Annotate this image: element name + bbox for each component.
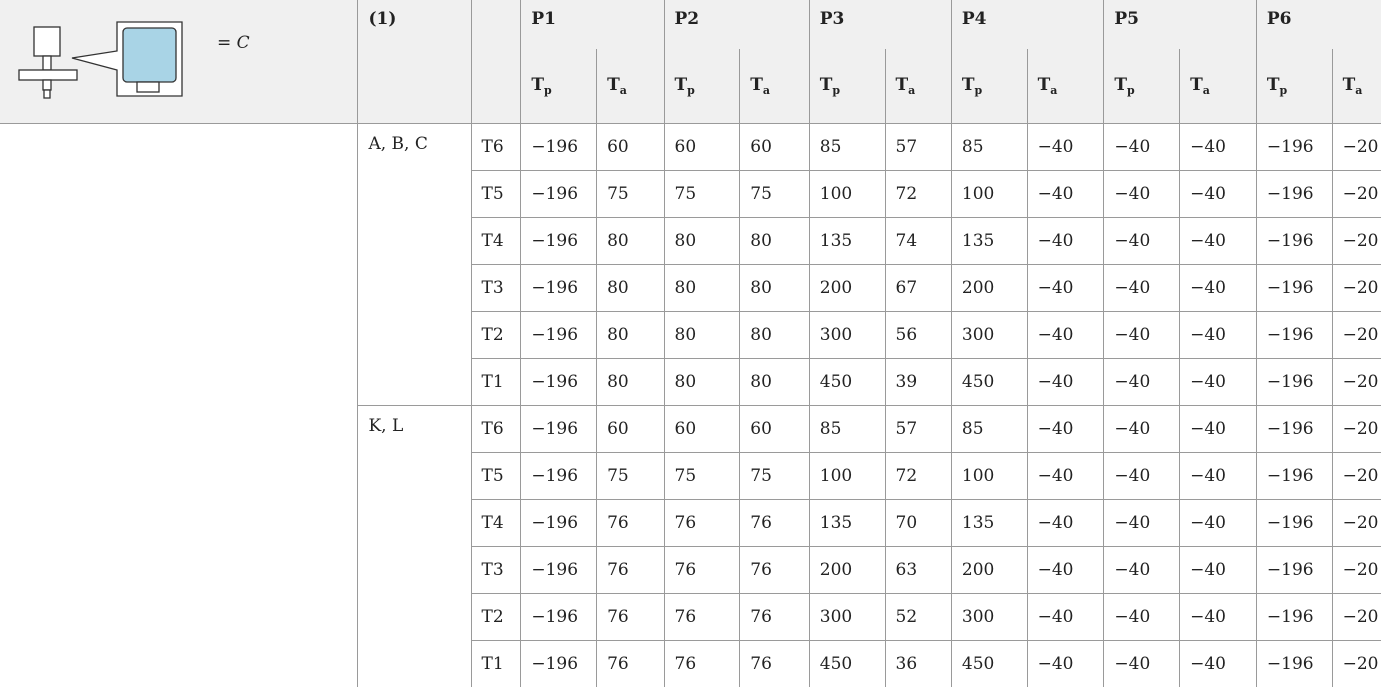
tp-value-cell: −40 xyxy=(1104,406,1180,453)
ta-value-cell: −40 xyxy=(1027,406,1104,453)
tp-value-cell: 200 xyxy=(809,265,885,312)
ta-value-cell: 75 xyxy=(740,171,810,218)
ta-value-cell: 80 xyxy=(740,218,810,265)
temp-class-cell: T4 xyxy=(471,218,521,265)
tp-value-cell: −196 xyxy=(521,312,597,359)
tp-value-cell: 76 xyxy=(664,500,740,547)
temp-class-cell: T1 xyxy=(471,359,521,406)
temp-class-cell: T6 xyxy=(471,406,521,453)
ta-value-cell: 52 xyxy=(885,594,951,641)
temp-class-cell: T2 xyxy=(471,594,521,641)
ta-value-cell: 75 xyxy=(740,453,810,500)
ta-value-cell: 75 xyxy=(597,171,664,218)
ta-value-cell: −20 xyxy=(1332,265,1381,312)
ta-header xyxy=(597,49,664,124)
tp-header xyxy=(1104,49,1180,124)
tp-value-cell: 80 xyxy=(664,359,740,406)
tp-value-cell: −196 xyxy=(521,594,597,641)
temp-symbol: T xyxy=(675,75,688,95)
temp-symbol: T xyxy=(1038,75,1051,95)
tp-value-cell: 450 xyxy=(809,359,885,406)
ta-value-cell: −40 xyxy=(1180,547,1257,594)
tp-value-cell: 300 xyxy=(951,312,1027,359)
tp-value-cell: 85 xyxy=(809,124,885,171)
temp-subscript: a xyxy=(1050,84,1057,97)
ta-value-cell: −40 xyxy=(1180,500,1257,547)
tp-value-cell: −40 xyxy=(1104,453,1180,500)
col1-header: (1) xyxy=(358,0,471,124)
ta-value-cell: −40 xyxy=(1027,453,1104,500)
temp-subscript: p xyxy=(1127,84,1135,97)
tp-value-cell: −196 xyxy=(1256,265,1332,312)
table-row xyxy=(0,124,1381,171)
tp-value-cell: −196 xyxy=(1256,359,1332,406)
ta-value-cell: 76 xyxy=(740,594,810,641)
temp-subscript: a xyxy=(908,84,915,97)
ta-value-cell: 60 xyxy=(740,406,810,453)
tp-value-cell: −196 xyxy=(1256,500,1332,547)
ta-value-cell: −40 xyxy=(1027,500,1104,547)
ta-value-cell: 80 xyxy=(740,265,810,312)
ta-value-cell: 72 xyxy=(885,453,951,500)
table-body xyxy=(0,124,1381,687)
ta-value-cell: −40 xyxy=(1027,171,1104,218)
ta-value-cell: 76 xyxy=(740,500,810,547)
temp-subscript: p xyxy=(832,84,840,97)
temp-subscript: p xyxy=(544,84,552,97)
tp-value-cell: −40 xyxy=(1104,359,1180,406)
ta-value-cell: −40 xyxy=(1027,641,1104,687)
temp-class-cell: T4 xyxy=(471,500,521,547)
temp-class-cell: T3 xyxy=(471,547,521,594)
tclass-header xyxy=(471,0,521,124)
tp-value-cell: 100 xyxy=(809,453,885,500)
tp-value-cell: 100 xyxy=(809,171,885,218)
tp-value-cell: 135 xyxy=(809,218,885,265)
tp-value-cell: −40 xyxy=(1104,312,1180,359)
ta-value-cell: 57 xyxy=(885,124,951,171)
group-header: P6 xyxy=(1256,0,1381,49)
tp-value-cell: −40 xyxy=(1104,265,1180,312)
ta-value-cell: −40 xyxy=(1027,547,1104,594)
tp-value-cell: −196 xyxy=(521,406,597,453)
ta-value-cell: −40 xyxy=(1027,594,1104,641)
tp-value-cell: 135 xyxy=(809,500,885,547)
ta-value-cell: −40 xyxy=(1180,265,1257,312)
ta-value-cell: −20 xyxy=(1332,312,1381,359)
temp-subscript: p xyxy=(1280,84,1288,97)
tp-value-cell: 300 xyxy=(951,594,1027,641)
ta-header xyxy=(1332,49,1381,124)
tp-value-cell: −196 xyxy=(521,359,597,406)
ta-value-cell: 60 xyxy=(597,406,664,453)
ta-value-cell: 80 xyxy=(597,218,664,265)
tp-value-cell: 76 xyxy=(664,547,740,594)
ta-value-cell: 60 xyxy=(597,124,664,171)
tp-value-cell: 200 xyxy=(809,547,885,594)
ta-value-cell: 76 xyxy=(597,641,664,687)
temp-symbol: T xyxy=(1114,75,1127,95)
tp-value-cell: 450 xyxy=(951,359,1027,406)
ta-value-cell: −20 xyxy=(1332,406,1381,453)
ta-value-cell: −40 xyxy=(1180,218,1257,265)
symbol-equation: = C xyxy=(217,33,250,53)
ta-value-cell: 57 xyxy=(885,406,951,453)
temp-class-cell: T3 xyxy=(471,265,521,312)
ta-value-cell: 76 xyxy=(597,500,664,547)
temp-subscript: a xyxy=(620,84,627,97)
ta-header xyxy=(885,49,951,124)
table-header xyxy=(0,0,1381,124)
temp-symbol: T xyxy=(962,75,975,95)
temp-subscript: a xyxy=(1355,84,1362,97)
tp-value-cell: −40 xyxy=(1104,500,1180,547)
tp-value-cell: −196 xyxy=(1256,406,1332,453)
temp-class-cell: T2 xyxy=(471,312,521,359)
ta-value-cell: −40 xyxy=(1027,359,1104,406)
ta-value-cell: 36 xyxy=(885,641,951,687)
blank-cell xyxy=(0,124,358,687)
tp-value-cell: 85 xyxy=(951,406,1027,453)
tp-value-cell: −40 xyxy=(1104,641,1180,687)
tp-value-cell: 85 xyxy=(951,124,1027,171)
tp-value-cell: 450 xyxy=(951,641,1027,687)
tp-value-cell: −196 xyxy=(521,453,597,500)
ta-value-cell: 76 xyxy=(740,547,810,594)
temp-class-cell: T1 xyxy=(471,641,521,687)
group-cell: K, L xyxy=(358,406,471,687)
ta-value-cell: 67 xyxy=(885,265,951,312)
ta-value-cell: −40 xyxy=(1027,218,1104,265)
temp-symbol: T xyxy=(896,75,909,95)
ta-value-cell: −20 xyxy=(1332,500,1381,547)
temp-subscript: p xyxy=(687,84,695,97)
ta-value-cell: −20 xyxy=(1332,453,1381,500)
tp-value-cell: −40 xyxy=(1104,218,1180,265)
tp-value-cell: 135 xyxy=(951,218,1027,265)
temp-subscript: p xyxy=(975,84,983,97)
temp-class-cell: T5 xyxy=(471,171,521,218)
tp-value-cell: 80 xyxy=(664,218,740,265)
temp-class-cell: T5 xyxy=(471,453,521,500)
ta-value-cell: 80 xyxy=(597,359,664,406)
ta-value-cell: −40 xyxy=(1180,312,1257,359)
ta-value-cell: −40 xyxy=(1027,312,1104,359)
tp-value-cell: −196 xyxy=(1256,594,1332,641)
tp-value-cell: 300 xyxy=(809,312,885,359)
tp-value-cell: −196 xyxy=(521,124,597,171)
tp-value-cell: 100 xyxy=(951,453,1027,500)
ta-value-cell: 70 xyxy=(885,500,951,547)
ta-value-cell: −40 xyxy=(1180,453,1257,500)
tp-value-cell: 200 xyxy=(951,547,1027,594)
tp-header xyxy=(1256,49,1332,124)
ta-value-cell: −20 xyxy=(1332,641,1381,687)
temp-symbol: T xyxy=(820,75,833,95)
tp-value-cell: 76 xyxy=(664,594,740,641)
ta-value-cell: 80 xyxy=(740,359,810,406)
ta-value-cell: 75 xyxy=(597,453,664,500)
ta-value-cell: 80 xyxy=(597,265,664,312)
group-header: P1 xyxy=(521,0,664,49)
group-header: P3 xyxy=(809,0,951,49)
tp-value-cell: −196 xyxy=(521,547,597,594)
temp-symbol: T xyxy=(531,75,544,95)
tp-value-cell: −40 xyxy=(1104,594,1180,641)
ta-value-cell: 60 xyxy=(740,124,810,171)
device-sensor-icon xyxy=(10,18,210,128)
ta-value-cell: −40 xyxy=(1027,265,1104,312)
tp-value-cell: −40 xyxy=(1104,547,1180,594)
group-header: P4 xyxy=(951,0,1104,49)
ta-value-cell: 80 xyxy=(597,312,664,359)
temp-symbol: T xyxy=(1190,75,1203,95)
temp-symbol: T xyxy=(750,75,763,95)
ta-value-cell: −40 xyxy=(1027,124,1104,171)
device-symbol-cell xyxy=(0,0,358,124)
ta-value-cell: 72 xyxy=(885,171,951,218)
tp-value-cell: −196 xyxy=(521,171,597,218)
ta-value-cell: −40 xyxy=(1180,594,1257,641)
tp-value-cell: −196 xyxy=(1256,312,1332,359)
ta-value-cell: −20 xyxy=(1332,594,1381,641)
temp-subscript: a xyxy=(763,84,770,97)
tp-header xyxy=(521,49,597,124)
ta-value-cell: −40 xyxy=(1180,359,1257,406)
ta-value-cell: 76 xyxy=(597,547,664,594)
ta-value-cell: 76 xyxy=(597,594,664,641)
ta-header xyxy=(740,49,810,124)
tp-value-cell: 75 xyxy=(664,453,740,500)
ta-value-cell: −20 xyxy=(1332,218,1381,265)
tp-value-cell: 450 xyxy=(809,641,885,687)
tp-value-cell: 200 xyxy=(951,265,1027,312)
tp-value-cell: 75 xyxy=(664,171,740,218)
group-cell: A, B, C xyxy=(358,124,471,406)
ta-value-cell: 76 xyxy=(740,641,810,687)
tp-value-cell: 80 xyxy=(664,265,740,312)
ta-value-cell: −40 xyxy=(1180,641,1257,687)
ta-value-cell: −20 xyxy=(1332,171,1381,218)
ta-value-cell: −40 xyxy=(1180,171,1257,218)
group-header: P5 xyxy=(1104,0,1257,49)
tp-value-cell: −196 xyxy=(521,218,597,265)
ta-value-cell: −20 xyxy=(1332,124,1381,171)
ta-value-cell: −20 xyxy=(1332,547,1381,594)
tp-value-cell: −196 xyxy=(1256,453,1332,500)
tp-value-cell: −196 xyxy=(1256,124,1332,171)
ta-value-cell: 56 xyxy=(885,312,951,359)
ta-value-cell: −40 xyxy=(1180,124,1257,171)
tp-value-cell: −196 xyxy=(1256,641,1332,687)
temp-subscript: a xyxy=(1203,84,1210,97)
tp-value-cell: −40 xyxy=(1104,124,1180,171)
tp-value-cell: 60 xyxy=(664,406,740,453)
ta-value-cell: −40 xyxy=(1180,406,1257,453)
ta-value-cell: 74 xyxy=(885,218,951,265)
ta-header xyxy=(1027,49,1104,124)
tp-value-cell: −196 xyxy=(1256,218,1332,265)
tp-value-cell: 60 xyxy=(664,124,740,171)
temp-symbol: T xyxy=(1267,75,1280,95)
temp-symbol: T xyxy=(607,75,620,95)
tp-header xyxy=(664,49,740,124)
tp-value-cell: −40 xyxy=(1104,171,1180,218)
tp-value-cell: −196 xyxy=(521,265,597,312)
tp-value-cell: −196 xyxy=(521,500,597,547)
ta-value-cell: 80 xyxy=(740,312,810,359)
temp-class-cell: T6 xyxy=(471,124,521,171)
ta-header xyxy=(1180,49,1257,124)
tp-value-cell: 100 xyxy=(951,171,1027,218)
ta-value-cell: 39 xyxy=(885,359,951,406)
tp-value-cell: 300 xyxy=(809,594,885,641)
ta-value-cell: 63 xyxy=(885,547,951,594)
tp-value-cell: 80 xyxy=(664,312,740,359)
tp-value-cell: 135 xyxy=(951,500,1027,547)
tp-value-cell: 85 xyxy=(809,406,885,453)
ta-value-cell: −20 xyxy=(1332,359,1381,406)
tp-value-cell: −196 xyxy=(1256,171,1332,218)
tp-value-cell: −196 xyxy=(521,641,597,687)
tp-header xyxy=(951,49,1027,124)
tp-value-cell: 76 xyxy=(664,641,740,687)
tp-header xyxy=(809,49,885,124)
temp-symbol: T xyxy=(1343,75,1356,95)
group-header: P2 xyxy=(664,0,809,49)
tp-value-cell: −196 xyxy=(1256,547,1332,594)
